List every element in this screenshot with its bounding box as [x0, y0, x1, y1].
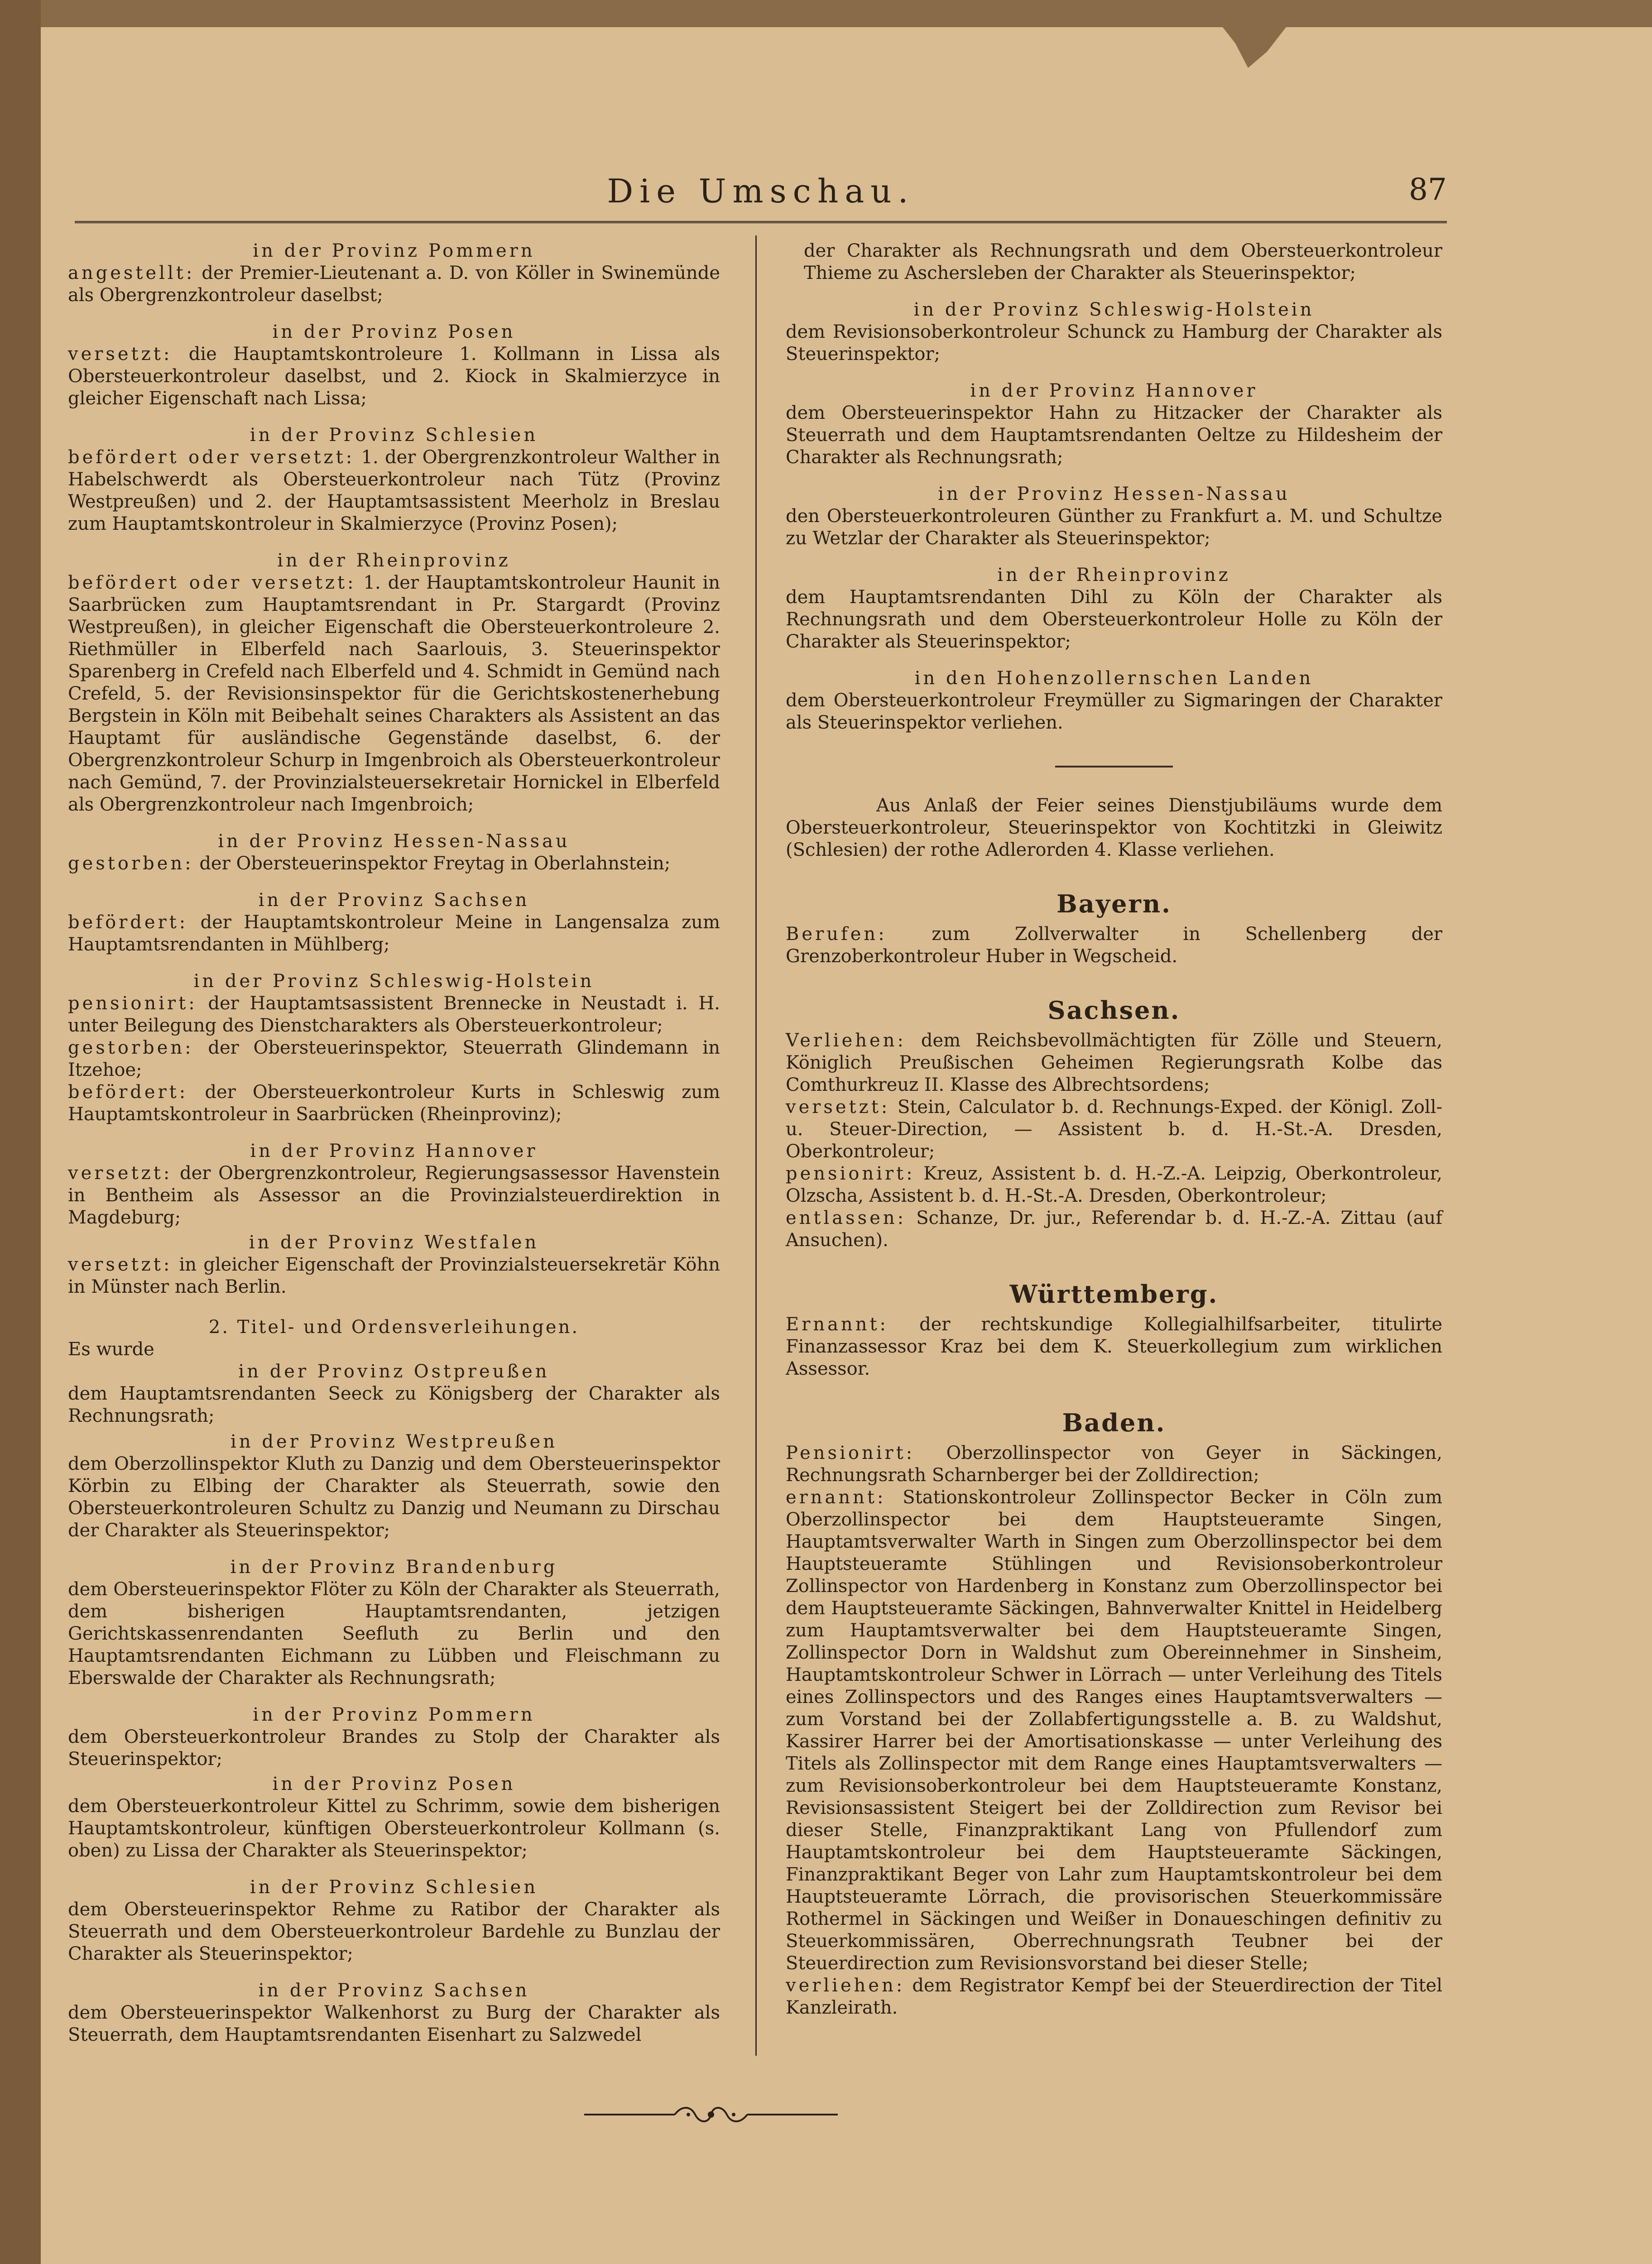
province-heading: in der Provinz Schlesien — [250, 1877, 538, 1898]
entry-text: Kreuz, Assistent b. d. H.-Z.-A. Leipzig, Oberkontroleur, Olzscha, Assistent b. d. H.-St.-A. Dresden, Oberkontroleur; — [786, 1163, 1442, 1206]
entry-lead: versetzt: — [68, 344, 173, 365]
province-heading: in den Hohenzollernschen Landen — [914, 668, 1314, 689]
entry-text: der Obersteuerinspektor Freytag in Oberlahnstein; — [193, 853, 671, 874]
province-heading: in der Rheinprovinz — [277, 550, 511, 571]
page-edge-left — [0, 0, 41, 2264]
province-heading: in der Provinz Hannover — [250, 1141, 538, 1161]
section-heading-baden: Baden. — [1062, 1408, 1166, 1437]
entry-lead: gestorben: — [68, 1037, 194, 1058]
province-heading: in der Rheinprovinz — [997, 565, 1231, 585]
entry-lead: angestellt: — [68, 263, 195, 283]
entry-lead: gestorben: — [68, 853, 194, 874]
page-edge-top — [0, 0, 1652, 27]
header-rule — [75, 221, 1447, 223]
entry-paragraph — [68, 343, 720, 410]
entry-paragraph: dem Revisionsoberkontroleur Schunck zu Hamburg der Charakter als Steuerinspektor; — [786, 321, 1442, 365]
entry-paragraph — [68, 911, 720, 956]
province-heading: in der Provinz Hessen-Nassau — [218, 831, 570, 852]
entry-text: Schanze, Dr. jur., Referendar b. d. H.-Z.-A. Zittau (auf Ansuchen). — [786, 1208, 1442, 1251]
province-heading: in der Provinz Sachsen — [258, 1980, 530, 2001]
entry-paragraph — [68, 1037, 720, 1081]
province-heading: in der Provinz Hessen-Nassau — [938, 484, 1290, 504]
province-heading: in der Provinz Ostpreußen — [238, 1361, 550, 1382]
entry-paragraph — [68, 993, 720, 1037]
entry-lead: pensionirt: — [786, 1163, 915, 1184]
section-heading-wuerttemberg: Württemberg. — [1009, 1280, 1219, 1309]
entry-paragraph — [786, 923, 1442, 968]
province-heading: in der Provinz Westfalen — [249, 1232, 539, 1253]
entry-paragraph: dem Obersteuerinspektor Hahn zu Hitzacker der Charakter als Steuerrath und dem Hauptamtsrendanten Oeltze zu Hildesheim der Charakter als Rechnungsrath; — [786, 403, 1442, 468]
entry-paragraph: dem Hauptamtsrendanten Seeck zu Königsberg der Charakter als Rechnungsrath; — [68, 1383, 720, 1426]
entry-lead: befördert: — [68, 1082, 188, 1103]
entry-paragraph — [786, 1975, 1442, 2019]
entry-text: dem Reichsbevollmächtigten für Zölle und Steuern, Königlich Preußischen Geheimen Regierungsrath Kolbe das Comthurkreuz II. Klasse des Albrechtsordens; — [786, 1030, 1442, 1095]
entry-text: der Obersteuerkontroleur Kurts in Schleswig zum Hauptamtskontroleur in Saarbrücken (Rheinprovinz); — [68, 1082, 720, 1125]
entry-paragraph — [68, 262, 720, 307]
province-heading: in der Provinz Schlesien — [250, 425, 538, 446]
entry-text: in gleicher Eigenschaft der Provinzialsteuersekretär Köhn in Münster nach Berlin. — [68, 1254, 720, 1297]
entry-paragraph: dem Obersteuerkontroleur Kittel zu Schrimm, sowie dem bisherigen Hauptamtskontroleur, künftigen Obersteuerkontroleur Kollmann (s. oben) zu Lissa der Charakter als Steuerinspektor; — [68, 1796, 720, 1861]
entry-lead: versetzt: — [786, 1097, 890, 1118]
entry-paragraph: dem Obersteuerinspektor Walkenhorst zu Burg der Charakter als Steuerrath, dem Hauptamtsrendanten Eisenhart zu Salzwedel — [68, 2002, 720, 2045]
entry-paragraph — [68, 1081, 720, 1126]
entry-text: Oberzollinspector von Geyer in Säckingen, Rechnungsrath Scharnberger bei der Zolldirection; — [786, 1443, 1442, 1486]
province-heading: in der Provinz Schleswig-Holstein — [913, 299, 1315, 320]
entry-paragraph — [68, 853, 720, 875]
entry-lead: Pensionirt: — [786, 1443, 915, 1463]
entry-paragraph — [786, 1207, 1442, 1252]
entry-paragraph: den Obersteuerkontroleuren Günther zu Frankfurt a. M. und Schultze zu Wetzlar der Charakter als Steuerinspektor; — [786, 506, 1442, 549]
entry-lead: entlassen: — [786, 1208, 907, 1228]
entry-text: der Hauptamtsassistent Brennecke in Neustadt i. H. unter Beilegung des Dienstcharakters als Obersteuerkontroleur; — [68, 993, 720, 1036]
column-divider — [755, 235, 757, 2056]
entry-paragraph — [786, 1030, 1442, 1096]
entry-text: Stein, Calculator b. d. Rechnungs-Exped. der Königl. Zoll- u. Steuer-Direction, — Assistent b. d. H.-St.-A. Dresden, Oberkontroleur; — [786, 1097, 1442, 1162]
section-heading-sachsen: Sachsen. — [1047, 996, 1181, 1025]
torn-corner — [1223, 27, 1286, 68]
province-heading: in der Provinz Posen — [272, 321, 516, 342]
entry-paragraph — [786, 1314, 1442, 1380]
ornament-divider — [584, 2101, 838, 2128]
entry-paragraph — [786, 1442, 1442, 1487]
entry-text: die Hauptamtskontroleure 1. Kollmann in Lissa als Obersteuerkontroleur daselbst, und 2. Kiock in Skalmierzyce in gleicher Eigenschaft nach Lissa; — [68, 344, 720, 409]
section-subheading: 2. Titel- und Ordensverleihungen. — [208, 1317, 580, 1338]
intro-text: Es wurde — [68, 1339, 154, 1360]
entry-text: 1. der Obergrenzkontroleur Walther in Habelschwerdt als Obersteuerkontroleur nach Tütz (Provinz Westpreußen) und 2. der Hauptamtsassistent Meerholz in Breslau zum Hauptamtskontroleur in Skalmierzyce (Provinz Posen); — [68, 447, 720, 534]
province-heading: in der Provinz Schleswig-Holstein — [193, 971, 595, 992]
entry-lead: versetzt: — [68, 1254, 173, 1275]
entry-paragraph — [68, 1162, 720, 1229]
continuation-text: der Charakter als Rechnungsrath und dem Obersteuerkontroleur Thieme zu Aschersleben der Charakter als Steuerinspektor; — [804, 240, 1442, 283]
entry-lead: Berufen: — [786, 924, 887, 945]
entry-paragraph: dem Obersteuerinspektor Rehme zu Ratibor der Charakter als Steuerrath und dem Obersteuerkontroleur Bardehle zu Bunzlau der Charakter als Steuerinspektor; — [68, 1899, 720, 1964]
separator-rule — [1055, 766, 1173, 767]
province-heading: in der Provinz Pommern — [253, 240, 535, 261]
province-heading: in der Provinz Pommern — [253, 1704, 535, 1725]
entry-text: Stationskontroleur Zollinspector Becker in Cöln zum Oberzollinspector bei dem Hauptsteueramte Singen, Hauptamtsverwalter Warth in Singen zum Oberzollinspector bei dem Hauptsteueramte Stühlingen und Revisionsoberkontroleur Zollinspector von Hardenberg in Konstanz zum Oberzollinspector bei dem Hauptsteueramte Säckingen, Bahnverwalter Knittel in Heidelberg zum Hauptamtsverwalter bei dem Hauptsteueramte Singen, Zollinspector Dorn in Waldshut zum Obereinnehmer in Sinsheim, Hauptamtskontroleur Schwer in Lörrach — unter Verleihung des Titels eines Zollinspectors und des Ranges eines Hauptamtsverwalters — zum Vorstand bei der Zollabfertigungsstelle a. B. zu Waldshut, Kassirer Harrer bei der Amortisationskasse — unter Verleihung des Titels als Zollinspector mit dem Range eines Hauptamtsverwalters — zum Revisionsoberkontroleur bei dem Hauptsteueramte Konstanz, Revisionsassistent Steigert bei der Zolldirection zum Revisor bei dieser Stelle, Finanzpraktikant Lang von Pfullendorf zum Hauptamtskontroleur bei dem Hauptsteueramte Säckingen, Finanzpraktikant Beger von Lahr zum Hauptamtskontroleur bei dem Hauptsteueramte Lörrach, die provisorischen Steuerkommissäre Rothermel in Säckingen und Weißer in Donaueschingen definitiv zu Steuerkommissären, Oberrechnungsrath Teubner bei der Steuerdirection zum Revisionsvorstand bei dieser Stelle; — [786, 1487, 1442, 1974]
jubilee-notice: Aus Anlaß der Feier seines Dienstjubiläums wurde dem Obersteuerkontroleur, Steuerinspektor von Kochtitzki in Gleiwitz (Schlesien) der rothe Adlerorden 4. Klasse verliehen. — [786, 795, 1442, 860]
entry-paragraph — [786, 1487, 1442, 1975]
page-header — [75, 163, 1447, 217]
entry-paragraph — [786, 1163, 1442, 1207]
province-heading: in der Provinz Brandenburg — [230, 1557, 558, 1578]
journal-title: Die Umschau. — [607, 172, 915, 210]
entry-lead: Verliehen: — [786, 1030, 906, 1051]
province-heading: in der Provinz Westpreußen — [231, 1431, 557, 1452]
entry-lead: befördert oder versetzt: — [68, 447, 355, 468]
entry-text: der Obergrenzkontroleur, Regierungsassessor Havenstein in Bentheim als Assessor an die Provinzialsteuerdirektion in Magdeburg; — [68, 1163, 720, 1228]
province-heading: in der Provinz Hannover — [970, 380, 1258, 401]
entry-paragraph — [786, 1096, 1442, 1163]
entry-lead: ernannt: — [786, 1487, 886, 1508]
entry-paragraph: dem Obersteuerkontroleur Freymüller zu Sigmaringen der Charakter als Steuerinspektor verliehen. — [786, 690, 1442, 733]
entry-text: der Hauptamtskontroleur Meine in Langensalza zum Hauptamtsrendanten in Mühlberg; — [68, 912, 720, 955]
entry-paragraph: dem Obersteuerinspektor Flöter zu Köln der Charakter als Steuerrath, dem bisherigen Hauptamtsrendanten, jetzigen Gerichtskassenrendanten Seefluth zu Berlin und den Hauptamtsrendanten Eichmann zu Lübben und Fleischmann zu Eberswalde der Charakter als Rechnungsrath; — [68, 1579, 720, 1688]
entry-text: zum Zollverwalter in Schellenberg der Grenzoberkontroleur Huber in Wegscheid. — [786, 924, 1442, 967]
entry-lead: versetzt: — [68, 1163, 173, 1184]
entry-lead: verliehen: — [786, 1975, 905, 1996]
entry-text: der Obersteuerinspektor, Steuerrath Glindemann in Itzehoe; — [68, 1037, 720, 1080]
entry-paragraph — [68, 572, 720, 816]
page-number: 87 — [1409, 172, 1447, 207]
right-column — [786, 240, 1442, 2019]
section-heading-bayern: Bayern. — [1057, 889, 1172, 918]
entry-text: dem Registrator Kempf bei der Steuerdirection der Titel Kanzleirath. — [786, 1975, 1442, 2018]
entry-paragraph: dem Oberzollinspektor Kluth zu Danzig und dem Obersteuerinspektor Körbin zu Elbing der Charakter als Steuerrath, sowie den Obersteuerkontroleuren Schultz zu Danzig und Neumann zu Dirschau der Charakter als Steuerinspektor; — [68, 1453, 720, 1541]
entry-lead: befördert oder versetzt: — [68, 572, 356, 593]
entry-text: 1. der Hauptamtskontroleur Haunit in Saarbrücken zum Hauptamtsrendant in Pr. Stargardt (Provinz Westpreußen), in gleicher Eigenschaft die Obersteuerkontroleure 2. Riethmüller in Elberfeld nach Saarlouis, 3. Steuerinspektor Sparenberg in Crefeld nach Elberfeld und 4. Schmidt in Gemünd nach Crefeld, 5. der Revisionsinspektor für die Gerichtskostenerhebung Bergstein in Köln mit Beibehalt seines Charakters als Assistent an das Hauptamt für ausländische Gegenstände daselbst, 6. der Obergrenzkontroleur Schurp in Imgenbroich als Obersteuerkontroleur nach Gemünd, 7. der Provinzialsteuersekretair Hornickel in Elberfeld als Obergrenzkontroleur nach Imgenbroich; — [68, 572, 720, 815]
entry-paragraph — [68, 446, 720, 535]
entry-text: der rechtskundige Kollegialhilfsarbeiter, titulirte Finanzassessor Kraz bei dem K. Steuerkollegium zum wirklichen Assessor. — [786, 1314, 1442, 1379]
entry-paragraph: dem Hauptamtsrendanten Dihl zu Köln der Charakter als Rechnungsrath und dem Obersteuerkontroleur Holle zu Köln der Charakter als Steuerinspektor; — [786, 587, 1442, 652]
entry-lead: befördert: — [68, 912, 188, 933]
province-heading: in der Provinz Posen — [272, 1774, 516, 1794]
entry-lead: pensionirt: — [68, 993, 197, 1014]
entry-lead: Ernannt: — [786, 1314, 889, 1335]
entry-paragraph: dem Obersteuerkontroleur Brandes zu Stolp der Charakter als Steuerinspektor; — [68, 1727, 720, 1770]
entry-text: der Premier-Lieutenant a. D. von Köller in Swinemünde als Obergrenzkontroleur daselbst; — [68, 263, 720, 306]
left-column — [68, 240, 720, 2046]
entry-paragraph — [68, 1254, 720, 1298]
province-heading: in der Provinz Sachsen — [258, 890, 530, 911]
